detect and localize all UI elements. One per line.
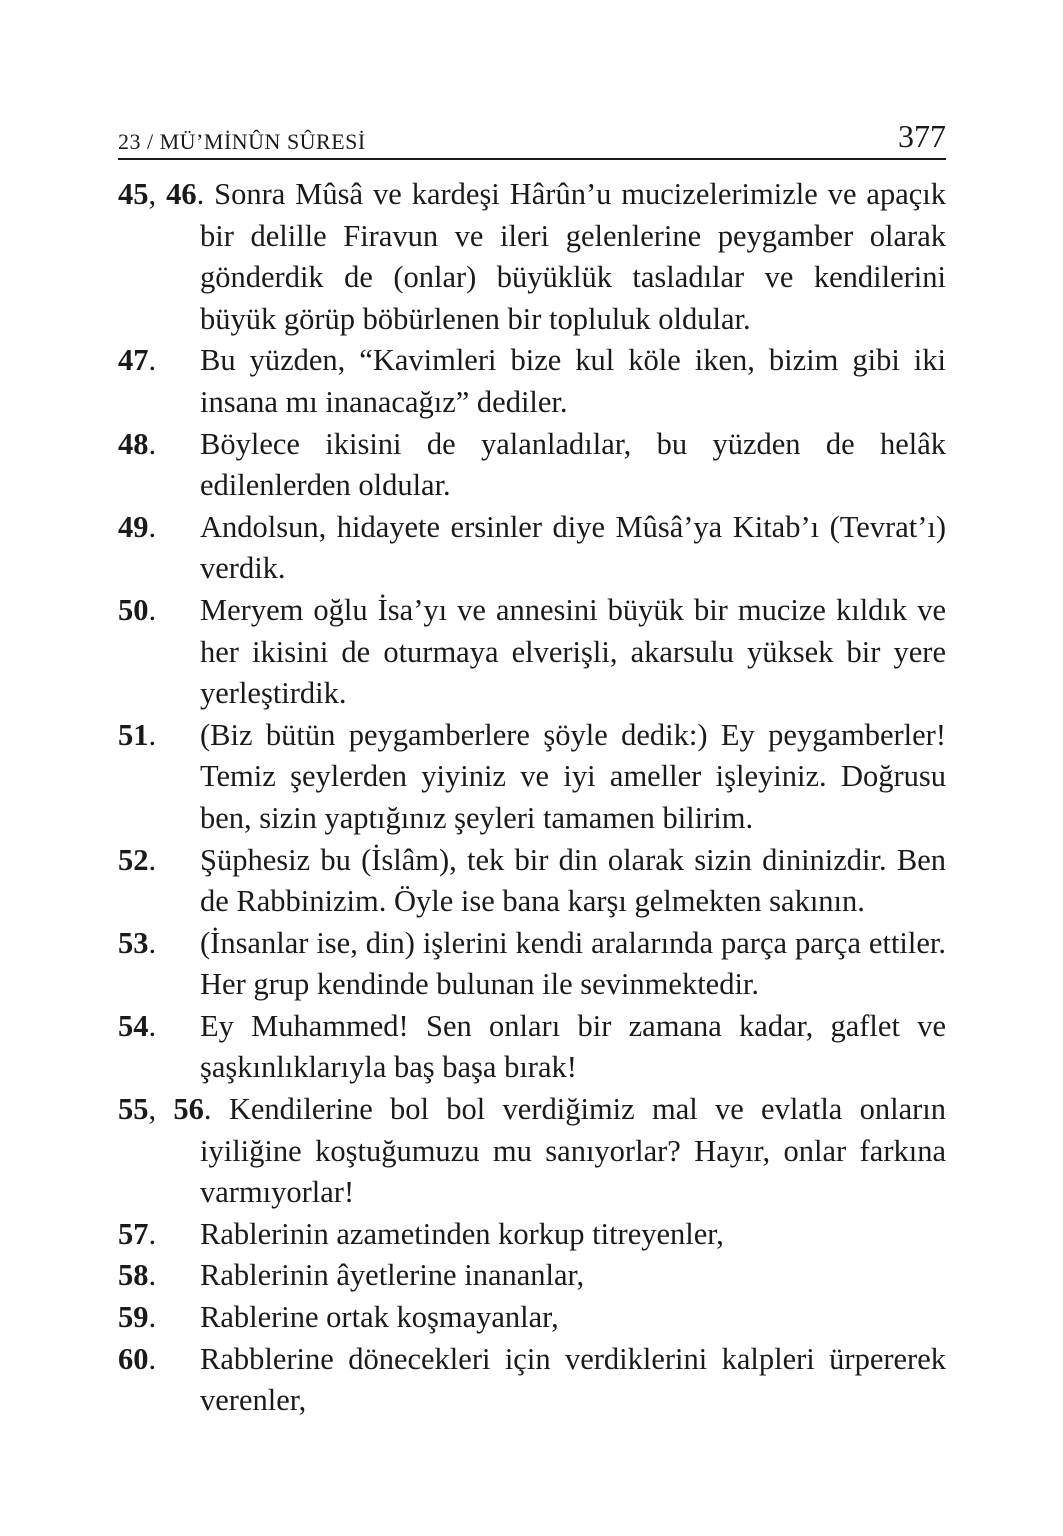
verse-49 — [118, 507, 946, 590]
verse-text: Rablerinin azametinden korkup titreyenler, — [200, 1216, 724, 1251]
verse-58 — [118, 1255, 946, 1297]
verse-57 — [118, 1214, 946, 1256]
verse-45-46 — [118, 174, 946, 340]
verse-text: (Biz bütün peygamberlere şöyle dedik:) Ey peygamberler! Temiz şeylerden yiyiniz ve iyi ameller işleyiniz. Doğrusu ben, sizin yaptığınız şeyleri tamamen bilirim. — [200, 717, 946, 835]
verse-text: Andolsun, hidayete ersinler diye Mûsâ’ya Kitab’ı (Tevrat’ı) verdik. — [200, 509, 946, 586]
verse-number: 58. — [118, 1258, 157, 1293]
verse-number: 49. — [118, 509, 157, 544]
verse-number: 55, 56. — [118, 1092, 229, 1127]
page-header — [118, 108, 946, 160]
verse-52 — [118, 840, 946, 923]
verse-47 — [118, 340, 946, 423]
verse-text: Sonra Mûsâ ve kardeşi Hârûn’u mucizelerimizle ve apaçık bir delille Firavun ve ileri gelenlerine peygamber olarak gönderdik de (onlar) büyüklük tasladılar ve kendilerini büyük görüp böbürlenen bir topluluk oldular. — [200, 177, 947, 336]
verse-list — [118, 174, 946, 1422]
verse-number: 47. — [118, 343, 157, 378]
verse-number: 48. — [118, 426, 157, 461]
verse-number: 54. — [118, 1008, 157, 1043]
verse-48 — [118, 424, 946, 507]
verse-59 — [118, 1297, 946, 1339]
verse-text: Rablerine ortak koşmayanlar, — [200, 1300, 559, 1335]
page-number: 377 — [898, 118, 946, 154]
verse-53 — [118, 923, 946, 1006]
verse-text: Rablerinin âyetlerine inananlar, — [200, 1258, 585, 1293]
verse-number: 59. — [118, 1300, 157, 1335]
verse-number: 53. — [118, 925, 157, 960]
verse-text: Ey Muhammed! Sen onları bir zamana kadar, gaflet ve şaşkınlıklarıyla baş başa bırak! — [200, 1008, 946, 1085]
verse-number: 50. — [118, 592, 157, 627]
verse-number: 52. — [118, 842, 157, 877]
verse-60 — [118, 1339, 946, 1422]
verse-number: 51. — [118, 717, 157, 752]
verse-text: Böylece ikisini de yalanladılar, bu yüzden de helâk edilenlerden oldular. — [200, 426, 946, 503]
verse-text: Şüphesiz bu (İslâm), tek bir din olarak sizin dininizdir. Ben de Rabbinizim. Öyle ise bana karşı gelmekten sakının. — [200, 842, 946, 919]
book-page — [118, 108, 946, 1422]
verse-number: 57. — [118, 1216, 157, 1251]
verse-54 — [118, 1006, 946, 1089]
verse-50 — [118, 590, 946, 715]
verse-text: Meryem oğlu İsa’yı ve annesini büyük bir mucize kıldık ve her ikisini de oturmaya elverişli, akarsulu yüksek bir yere yerleştirdik. — [200, 592, 946, 711]
verse-number: 45, 46. — [118, 177, 215, 211]
verse-number: 60. — [118, 1341, 157, 1376]
verse-51 — [118, 715, 946, 840]
verse-text: (İnsanlar ise, din) işlerini kendi aralarında parça parça ettiler. Her grup kendinde bulunan ile sevinmektedir. — [200, 925, 946, 1002]
running-head: 23 / MÜ’MİNÛN SÛRESİ — [118, 129, 366, 154]
verse-text: Kendilerine bol bol verdiğimiz mal ve evlatla onların iyiliğine koştuğumuzu mu sanıyorlar? Hayır, onlar farkına varmıyorlar! — [200, 1092, 946, 1210]
verse-text: Bu yüzden, “Kavimleri bize kul köle iken, bizim gibi iki insana mı inanacağız” dediler. — [200, 343, 946, 419]
verse-text: Rabblerine dönecekleri için verdiklerini kalpleri ürpererek verenler, — [200, 1341, 946, 1418]
verse-55-56 — [118, 1089, 946, 1214]
